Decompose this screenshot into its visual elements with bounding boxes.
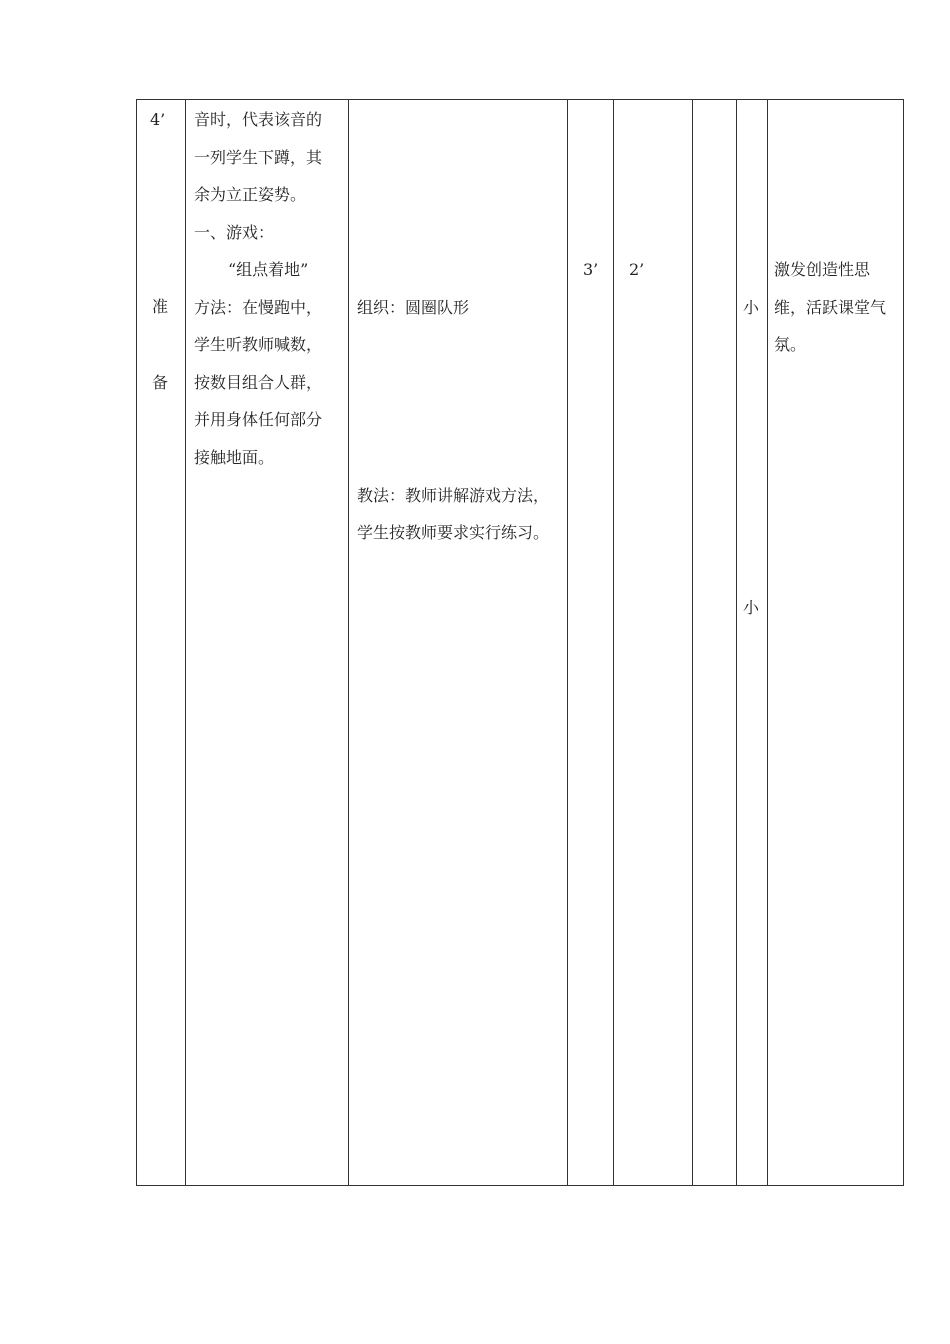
purpose-line: 激发创造性思 bbox=[774, 260, 871, 279]
column-divider bbox=[767, 100, 768, 1185]
content-line: 方法：在慢跑中， bbox=[194, 298, 323, 317]
repetitions: 2’ bbox=[629, 260, 645, 279]
content-line: 并用身体任何部分 bbox=[194, 410, 323, 429]
purpose-line: 维，活跃课堂气 bbox=[774, 298, 887, 317]
intensity: 小 bbox=[743, 298, 760, 317]
method-text: 教法：教师讲解游戏方法， bbox=[357, 486, 550, 505]
column-divider bbox=[736, 100, 737, 1185]
game-name: “组点着地” bbox=[228, 260, 309, 279]
intensity: 小 bbox=[743, 598, 760, 617]
organization-text: 组织：圆圈队形 bbox=[357, 298, 470, 317]
column-divider bbox=[567, 100, 568, 1185]
stage-time: 4’ bbox=[150, 110, 166, 129]
content-line: 学生听教师喊数， bbox=[194, 335, 323, 354]
content-line: 一、游戏： bbox=[194, 223, 275, 242]
content-line: 余为立正姿势。 bbox=[194, 185, 307, 204]
content-line: 按数目组合人群， bbox=[194, 373, 323, 392]
column-divider bbox=[185, 100, 186, 1185]
stage-label-char: 准 bbox=[152, 297, 169, 316]
stage-label-char: 备 bbox=[152, 373, 169, 392]
column-divider bbox=[692, 100, 693, 1185]
purpose-line: 氛。 bbox=[774, 335, 807, 354]
method-text: 学生按教师要求实行练习。 bbox=[357, 523, 550, 542]
content-line: 接触地面。 bbox=[194, 448, 275, 467]
column-divider bbox=[348, 100, 349, 1185]
column-divider bbox=[613, 100, 614, 1185]
duration: 3’ bbox=[583, 260, 599, 279]
content-line: 一列学生下蹲，其 bbox=[194, 148, 323, 167]
content-line: 音时，代表该音的 bbox=[194, 110, 323, 129]
